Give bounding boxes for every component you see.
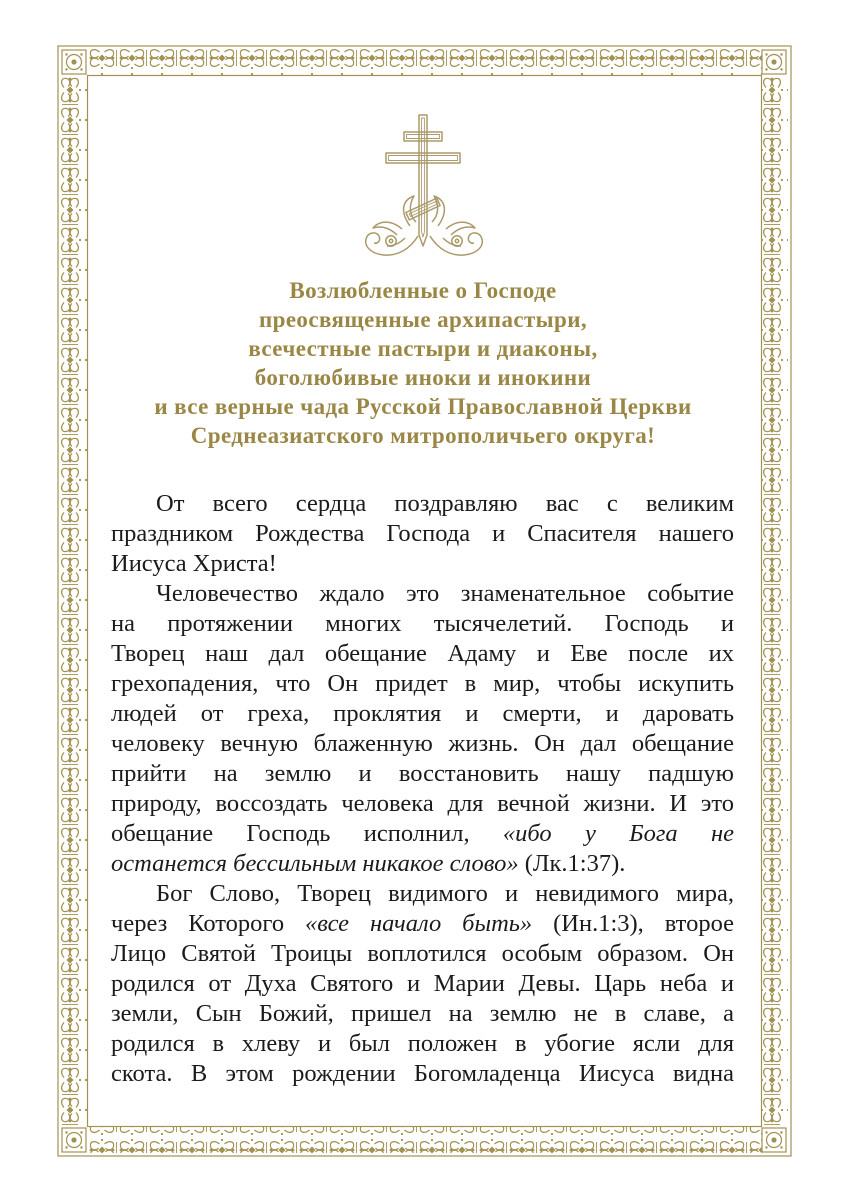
body-line bbox=[111, 789, 734, 819]
body-line bbox=[111, 939, 734, 969]
scripture-quote-text: останется бессильным никакое слово» bbox=[111, 850, 519, 877]
body-text: (Ин.1:3), второе bbox=[532, 910, 734, 937]
body-text: на протяжении многих тысячелетий. Господь и bbox=[111, 610, 734, 637]
body-line bbox=[111, 879, 734, 909]
body-line bbox=[111, 699, 734, 729]
body-text: человеку вечную блаженную жизнь. Он дал обещание bbox=[111, 730, 734, 757]
body-line bbox=[111, 609, 734, 639]
body-line bbox=[111, 489, 734, 519]
body-text: родился от Духа Святого и Марии Девы. Царь неба и bbox=[111, 970, 734, 997]
salutation-line: преосвященные архипастыри, bbox=[258, 307, 588, 332]
body-line bbox=[111, 909, 734, 939]
body-text: прийти на землю и восстановить нашу падшую bbox=[111, 760, 734, 787]
body-text: (Лк.1:37). bbox=[518, 850, 626, 877]
body-line bbox=[111, 1059, 734, 1089]
body-text: природу, воссоздать человека для вечной жизни. И это bbox=[111, 790, 734, 817]
body-line bbox=[111, 849, 734, 879]
body-line bbox=[111, 579, 734, 609]
body-text: Иисуса Христа! bbox=[111, 550, 277, 577]
salutation-line: и все верные чада Русской Православной Церкви bbox=[154, 394, 692, 419]
salutation-line: боголюбивые иноки и инокини bbox=[254, 365, 592, 390]
body-line bbox=[111, 639, 734, 669]
scripture-quote-text: «ибо у Бога не bbox=[502, 820, 734, 847]
body-text: людей от греха, проклятия и смерти, и даровать bbox=[111, 700, 734, 727]
body-text: Человечество ждало это знаменательное событие bbox=[156, 580, 734, 607]
body-text: Бог Слово, Творец видимого и невидимого мира, bbox=[156, 880, 734, 907]
body-text: обещание Господь исполнил, bbox=[111, 820, 503, 847]
body-text: через Которого bbox=[111, 910, 306, 937]
epistle-salutation bbox=[112, 276, 734, 450]
body-line bbox=[111, 819, 734, 849]
salutation-line: Возлюбленные о Господе bbox=[289, 278, 557, 303]
body-line bbox=[111, 669, 734, 699]
body-text: От всего сердца поздравляю вас с великим bbox=[156, 490, 734, 517]
body-line bbox=[111, 519, 734, 549]
salutation-line: Среднеазиатского митрополичьего округа! bbox=[190, 423, 656, 448]
body-line bbox=[111, 549, 734, 579]
body-line bbox=[111, 1029, 734, 1059]
salutation-line: всечестные пастыри и диаконы, bbox=[248, 336, 598, 361]
scripture-quote-text: «все начало быть» bbox=[305, 910, 533, 937]
body-text: земли, Сын Божий, пришел на землю не в славе, а bbox=[111, 1000, 734, 1027]
body-line bbox=[111, 999, 734, 1029]
body-line bbox=[111, 759, 734, 789]
body-line bbox=[111, 729, 734, 759]
body-line bbox=[111, 969, 734, 999]
orthodox-cross-icon bbox=[358, 112, 490, 264]
body-text: Творец наш дал обещание Адаму и Еве после их bbox=[111, 640, 734, 667]
epistle-body bbox=[111, 489, 734, 1089]
body-text: грехопадения, что Он придет в мир, чтобы искупить bbox=[111, 670, 734, 697]
body-text: скота. В этом рождении Богомладенца Иисуса видна bbox=[111, 1060, 734, 1087]
body-text: родился в хлеву и был положен в убогие ясли для bbox=[111, 1030, 734, 1057]
body-text: Лицо Святой Троицы воплотился особым образом. Он bbox=[111, 940, 734, 967]
body-text: праздником Рождества Господа и Спасителя нашего bbox=[111, 520, 734, 547]
